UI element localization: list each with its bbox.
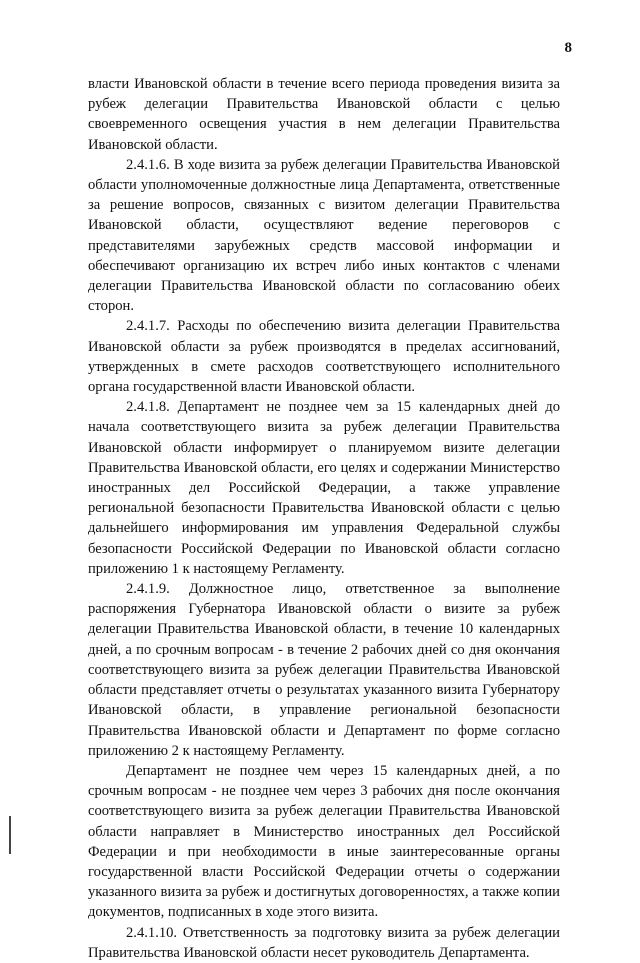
- paragraph-2-4-1-7: 2.4.1.7. Расходы по обеспечению визита делегации Правительства Ивановской области за рубеж производятся в пределах ассигнований, утвержденных в смете расходов соответствующего исполнительного органа государственной власти Ивановской области.: [88, 318, 560, 396]
- page-number: 8: [564, 40, 572, 56]
- paragraph-2-4-1-8: 2.4.1.8. Департамент не позднее чем за 15 календарных дней до начала соответствующего визита за рубеж делегации Правительства Ивановской области информирует о планируемом визите делегации Правительства Ивановской области, его целях и содержании Министерство иностранных дел Российской Федерации, а также управление региональной безопасности Правительства Ивановской области с целью дальнейшего информирования им управления Федеральной службы безопасности Российской Федерации по Ивановской области согласно приложению 1 к настоящему Регламенту.: [88, 399, 560, 577]
- paragraph-continuation: власти Ивановской области в течение всего периода проведения визита за рубеж делегации Правительства Ивановской области с целью своевременного освещения участия в нем делегации Правительства Ивановской области.: [88, 76, 560, 153]
- paragraph-2-4-1-9: 2.4.1.9. Должностное лицо, ответственное за выполнение распоряжения Губернатора Ивановской области о визите за рубеж делегации Правительства Ивановской области, в течение 10 календарных дней, а по срочным вопросам - в течение 2 рабочих дней со дня окончания соответствующего визита за рубеж делегации Правительства Ивановской области представляет отчеты о результатах указанного визита Губернатору Ивановской области, в управление региональной безопасности Правительства Ивановской области и Департамент по форме согласно приложению 2 к настоящему Регламенту.: [88, 581, 560, 759]
- paragraph-department-report: Департамент не позднее чем через 15 календарных дней, а по срочным вопросам - не позднее чем через 3 рабочих дня после окончания соответствующего визита за рубеж делегации Правительства Ивановской области направляет в Министерство иностранных дел Российской Федерации и при необходимости в иные заинтересованные органы государственной власти Российской Федерации отчеты о содержании указанного визита за рубеж и достигнутых договоренностях, а также копии документов, подписанных в ходе этого визита.: [88, 762, 560, 921]
- paragraph-2-4-1-10: 2.4.1.10. Ответственность за подготовку визита за рубеж делегации Правительства Ивановской области несет руководитель Департамента.: [88, 924, 560, 961]
- paragraph-2-4-1-6: 2.4.1.6. В ходе визита за рубеж делегации Правительства Ивановской области уполномоченные должностные лица Департамента, ответственные за решение вопросов, связанных с визитом делегации Правительства Ивановской области, осуществляют ведение переговоров с представителями зарубежных средств массовой информации и обеспечивают организацию их встреч либо иных контактов с членами делегации Правительства Ивановской области по согласованию обеих сторон.: [88, 156, 560, 315]
- scan-margin-mark: [9, 816, 11, 854]
- document-body: [88, 74, 560, 963]
